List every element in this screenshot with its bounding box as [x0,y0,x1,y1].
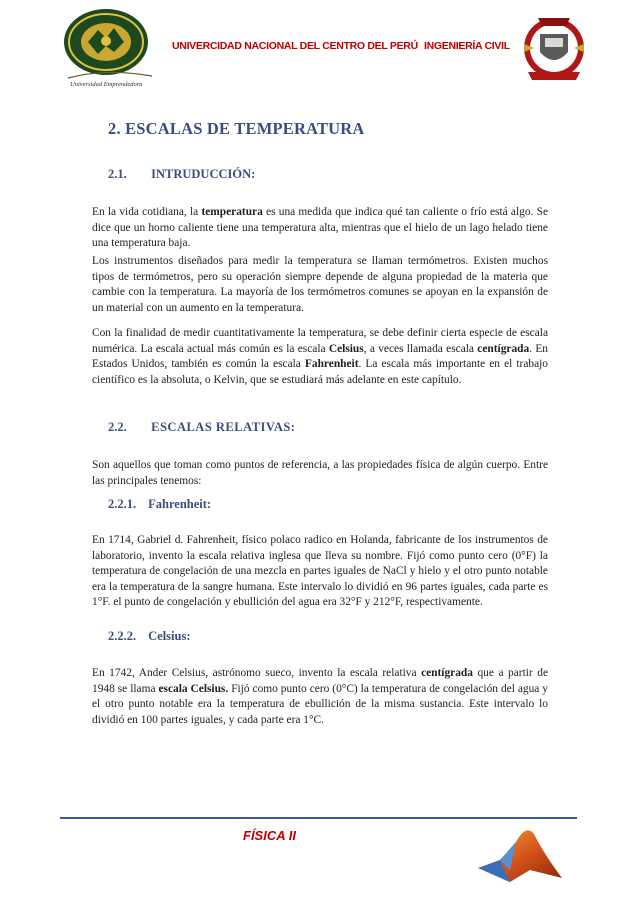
text-run: Los instrumentos diseñados para medir la temperatura se llaman termómetros. Existen muchos tipos de termómetros, pero su operación siempre depende de alguna propiedad de la materia que cambie con la temperatura. La mayoría de los termómetros comunes se apoyan en la expansión de un material con un aumento en la temperatura. [92,255,548,314]
footer-course: FÍSICA II [243,828,296,843]
paragraph-2 [92,254,548,316]
page-header [0,0,638,95]
subsection-2-2-1 [108,497,211,512]
logo-left-caption: Universidad Emprendedora [70,81,143,88]
subsection-title: Celsius: [148,629,191,643]
bold-term: Fahrenheit [304,358,359,370]
bold-term: escala Celsius. [158,682,229,695]
text-run: En la vida cotidiana, la [92,206,202,218]
text-run: . En Estados Unidos, también es común la escala [92,342,548,370]
subsection-title: Fahrenheit: [148,497,212,511]
paragraph-5 [92,533,548,611]
bold-term: temperatura [201,206,263,218]
paragraph-1 [92,205,548,252]
bold-term: centígrada [477,342,530,355]
text-run: es una medida que indica qué tan caliente o frío está algo. Se dice que un horno caliente tiene una temperatura alta, mientras que el hielo de un lago helado tiene una temperatura baja. [92,206,548,249]
subsection-2-1 [108,167,255,182]
subsection-number: 2.2. [108,420,127,434]
subsection-number: 2.2.1. [108,497,137,511]
subsection-number: 2.1. [108,167,127,181]
paragraph-4 [92,458,548,489]
text-run: , a veces llamada escala [363,342,478,355]
text-run: Son aquellos que toman como puntos de referencia, a las propiedades física de algún cuerpo. Entre las principales tenemos: [92,459,548,487]
bold-term: Celsius [328,342,364,355]
matlab-membrane-icon [470,820,570,890]
bold-term: centígrada [421,667,473,679]
text-run: En 1742, Ander Celsius, astrónomo sueco, invento la escala relativa [92,667,422,679]
text-run: . La escala más importante en el trabajo científico es la absoluta, o Kelvin, que se estudiará más adelante en este capítulo. [92,358,548,386]
subsection-title: ESCALAS RELATIVAS: [151,420,296,434]
footer-divider [60,817,577,819]
paragraph-6 [92,666,548,728]
subsection-2-2-2 [108,629,191,644]
civil-engineering-shield-icon [518,8,590,86]
text-run: que a partir de 1948 se llama [92,667,549,695]
subsection-number: 2.2.2. [108,629,137,643]
section-title: 2. ESCALAS DE TEMPERATURA [108,119,365,138]
subsection-2-2 [108,420,295,435]
subsection-title: INTRUDUCCIÓN: [151,167,256,181]
university-seal-icon [58,8,162,90]
paragraph-3 [92,326,548,388]
text-run: En 1714, Gabriel d. Fahrenheit, físico polaco radico en Holanda, fabricante de los instrumentos de laboratorio, invento la escala relativa inglesa que lleva su nombre. Fijó como punto cero (0°F) la temperatura de congelación de una mezcla en partes iguales de NaCl y hielo y el otro punto notable era la temperatura de la sangre humana. Este intervalo lo dividió en 96 partes iguales, cada parte es 1°F. el punto de congelación y ebullición del agua era 32°F y 212°F, respectivamente. [92,534,548,608]
text-run: Fijó como punto cero (0°C) la temperatura de congelación del agua y el otro punto notable era la temperatura de ebullición de la misma sustancia. Este intervalo lo dividió en 100 partes iguales, y cada parte era 1°C. [92,682,548,726]
university-name: UNIVERCIDAD NACIONAL DEL CENTRO DEL PERÚ [172,40,418,52]
text-run: Con la finalidad de medir cuantitativamente la temperatura, se debe definir cierta especie de escala numérica. La escala actual más común es la escala [92,327,548,355]
faculty-name: INGENIERÍA CIVIL [424,40,510,52]
